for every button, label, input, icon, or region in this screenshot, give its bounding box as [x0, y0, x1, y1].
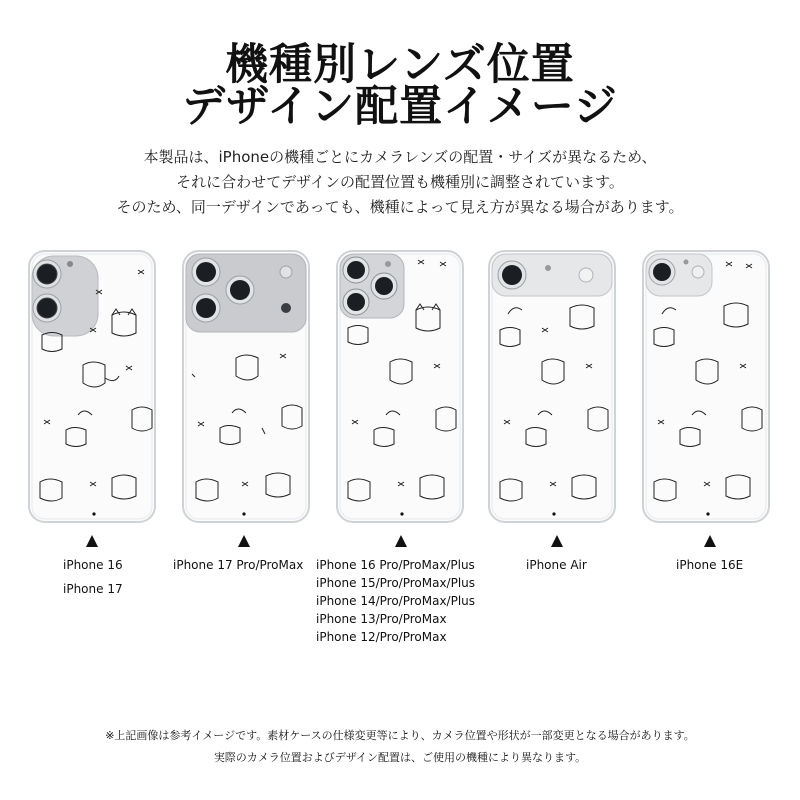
model-label: iPhone 17: [63, 582, 123, 596]
camera-module: [32, 256, 98, 336]
model-label: iPhone 13/Pro/ProMax: [316, 612, 447, 626]
model-label: iPhone 16E: [676, 558, 744, 572]
arrow-up-icon: [395, 535, 407, 547]
camera-module: [340, 254, 404, 318]
phone-case-iphone-air: [488, 250, 616, 523]
arrow-up-icon: [86, 535, 98, 547]
description-line-2: それに合わせてデザインの配置位置も機種別に調整されています。: [176, 173, 624, 191]
footnote-line-1: ※上記画像は参考イメージです。素材ケースの仕様変更等により、カメラ位置や形状が一部変更となる場合があります。: [105, 729, 695, 742]
model-label: iPhone 16 Pro/ProMax/Plus: [316, 558, 475, 572]
model-label: iPhone 16: [63, 558, 123, 572]
title-line-1: 機種別レンズ位置: [225, 40, 575, 90]
arrow-up-icon: [238, 535, 250, 547]
camera-module: [646, 254, 712, 296]
phone-case-iphone-16-pro: [336, 250, 464, 523]
description-line-3: そのため、同一デザインであっても、機種によって見え方が異なる場合があります。: [116, 198, 684, 216]
model-label: iPhone 17 Pro/ProMax: [173, 558, 304, 572]
phone-case-iphone-17-pro: [182, 250, 310, 523]
model-label: iPhone 15/Pro/ProMax/Plus: [316, 576, 476, 590]
arrow-up-icon: [704, 535, 716, 547]
title-line-2: デザイン配置イメージ: [182, 82, 618, 132]
model-label: iPhone 14/Pro/ProMax/Plus: [316, 594, 476, 608]
camera-module: [492, 254, 612, 296]
model-label: iPhone 12/Pro/ProMax: [316, 630, 447, 644]
description-line-1: 本製品は、iPhoneの機種ごとにカメラレンズの配置・サイズが異なるため、: [143, 148, 657, 166]
arrow-up-icon: [551, 535, 563, 547]
phone-case-iphone-16e: [642, 250, 770, 523]
footnote-line-2: 実際のカメラ位置およびデザイン配置は、ご使用の機種により異なります。: [213, 751, 587, 764]
camera-module: [186, 254, 306, 332]
phone-case-iphone-16: [28, 250, 156, 523]
model-label: iPhone Air: [526, 558, 587, 572]
